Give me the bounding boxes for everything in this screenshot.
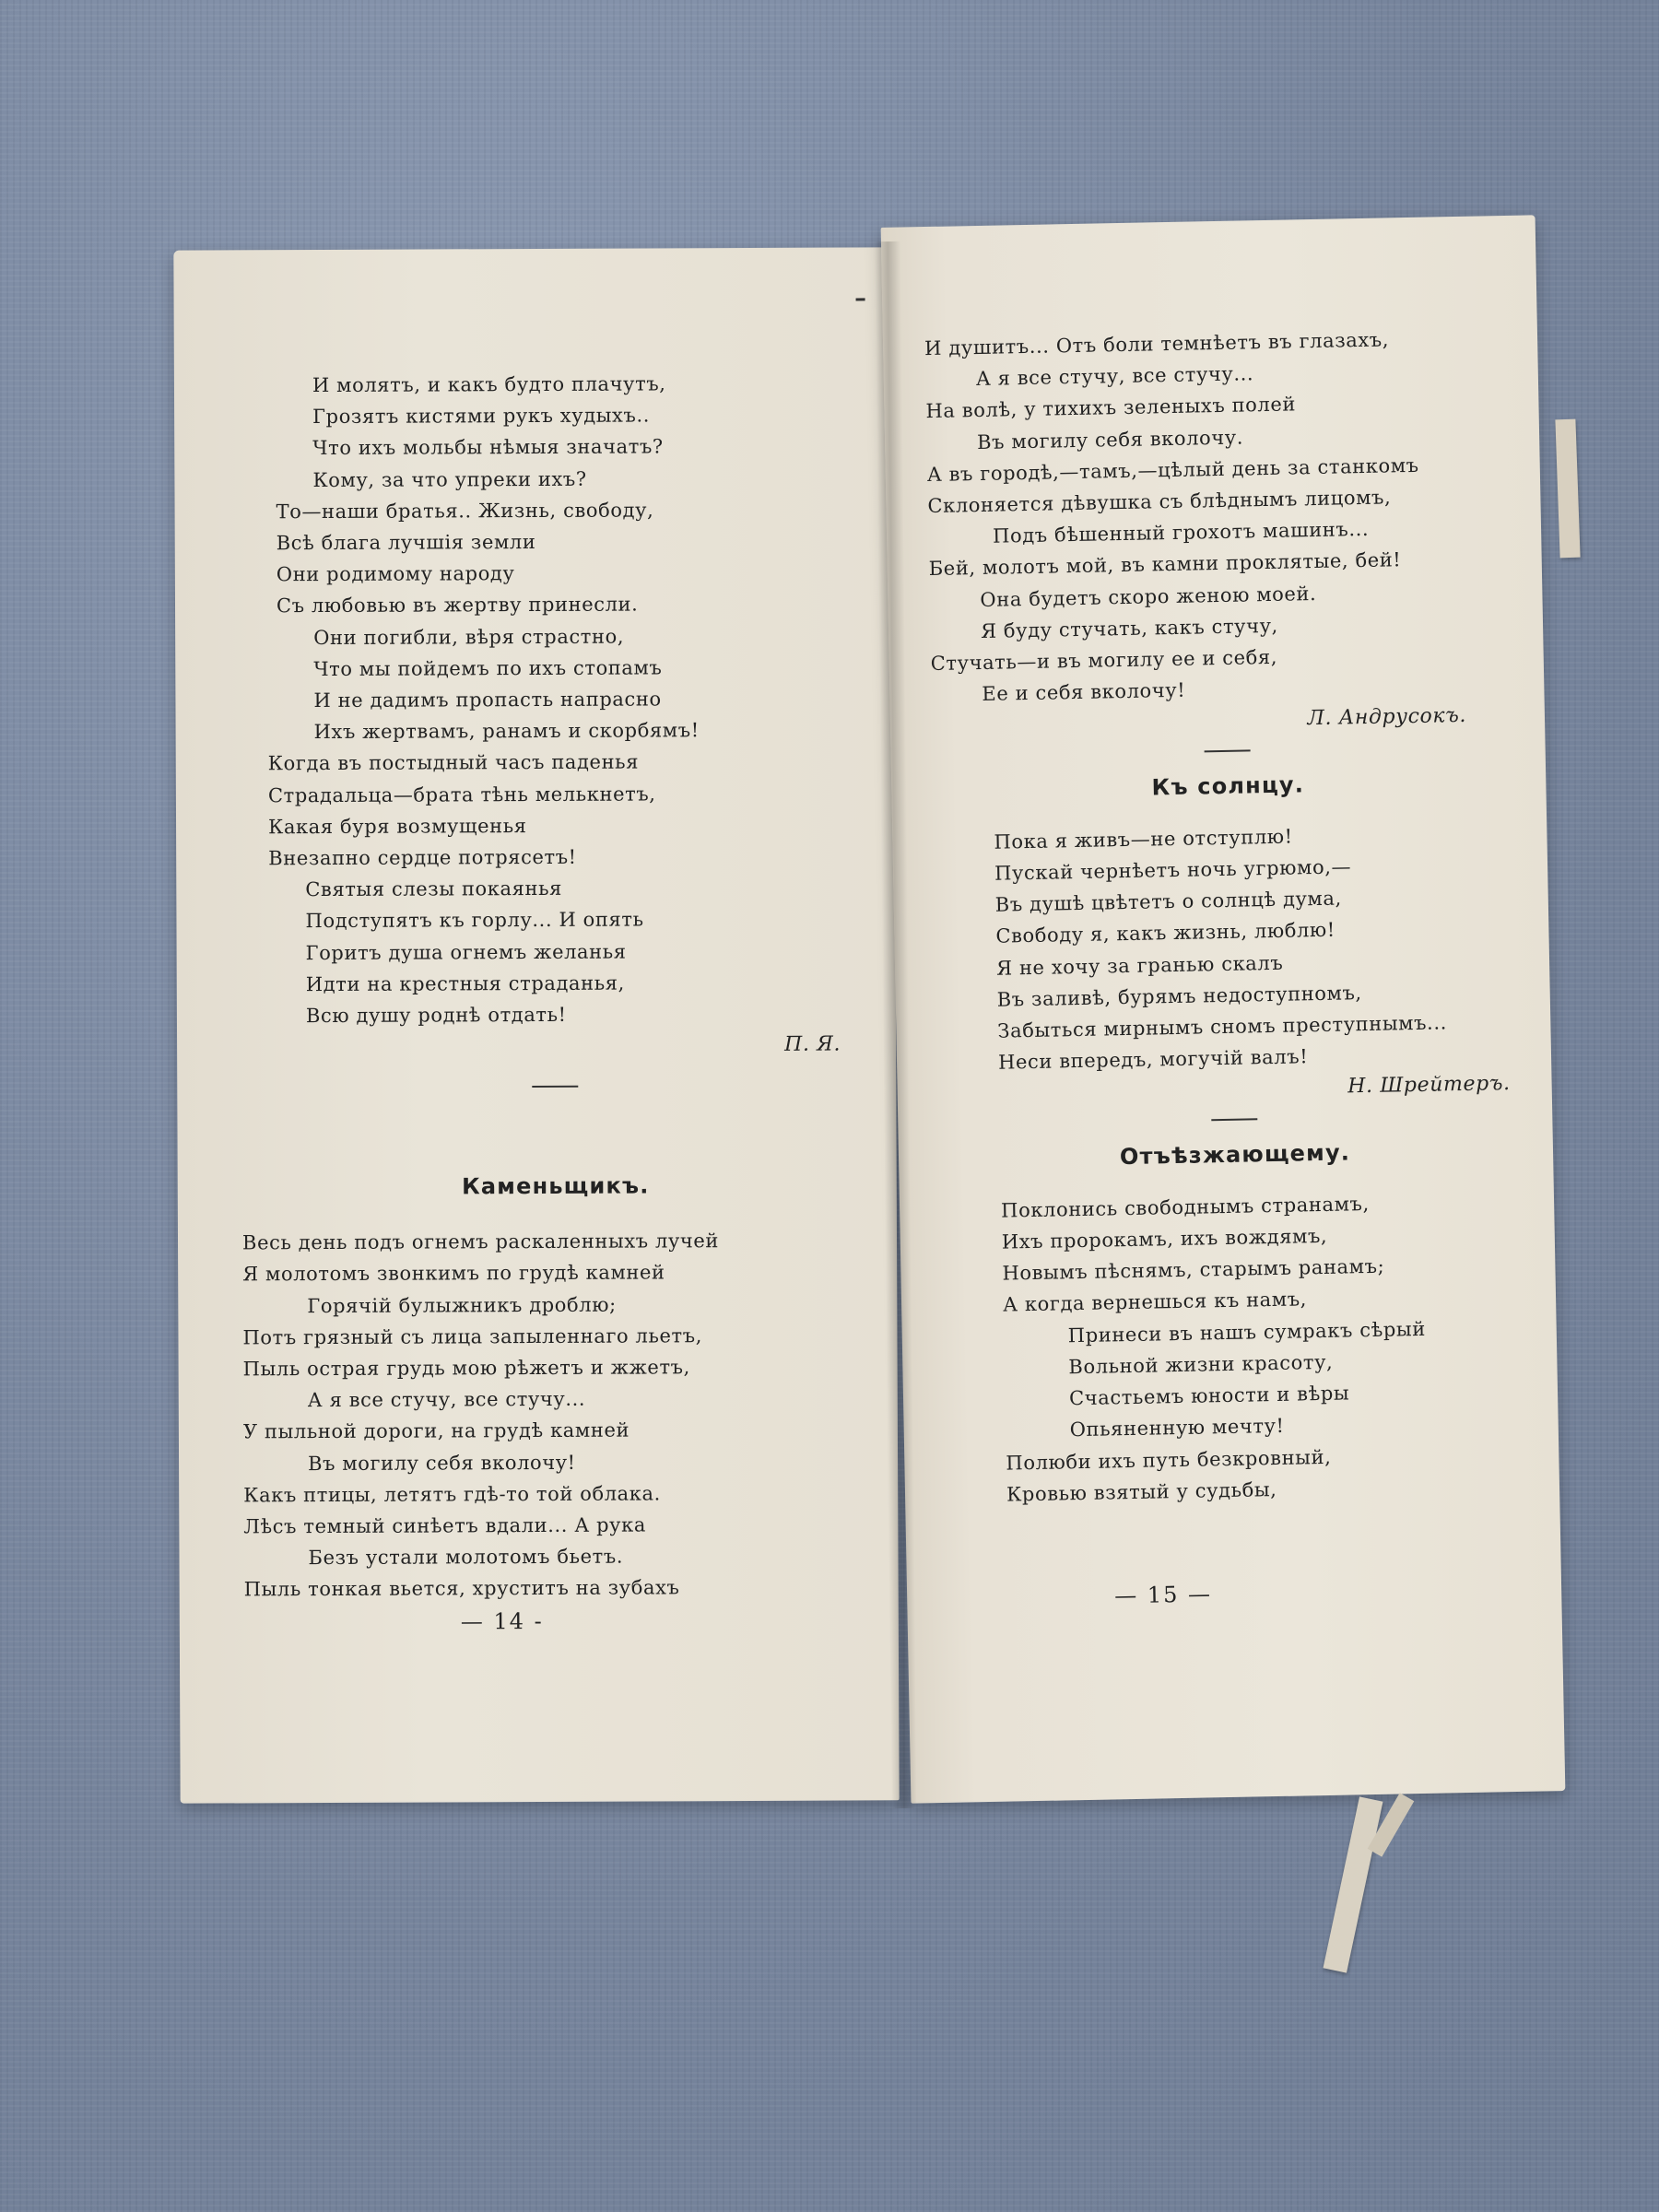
print-mark bbox=[856, 298, 865, 300]
poem-line: Страдальца—брата тѣнь мелькнетъ, bbox=[267, 782, 656, 806]
poem-line: Я молотомъ звонкимъ по грудѣ камней bbox=[242, 1261, 665, 1286]
inserted-paper-flap bbox=[1555, 419, 1580, 559]
signature: Л. Андрусокъ. bbox=[1307, 704, 1467, 731]
poem1-body bbox=[239, 367, 868, 1088]
poem-line: Счастьемъ юности и вѣры bbox=[1068, 1382, 1350, 1410]
poem-line: Ихъ жертвамъ, ранамъ и скорбямъ! bbox=[313, 719, 700, 744]
separator-rule bbox=[1211, 1118, 1257, 1121]
poem-line: Ихъ пророкамъ, ихъ вождямъ, bbox=[1001, 1224, 1328, 1253]
poem-line: Какъ птицы, летятъ гдѣ-то той облака. bbox=[243, 1482, 661, 1507]
poem3-body bbox=[934, 817, 1528, 1080]
signature: П. Я. bbox=[784, 1032, 841, 1057]
separator-rule bbox=[1205, 749, 1251, 752]
poem-line: И не дадимъ пропасть напрасно bbox=[313, 688, 662, 712]
signature: Н. Шрейтеръ. bbox=[1347, 1072, 1511, 1099]
poem2-body bbox=[242, 1169, 871, 1606]
poem-line: И душитъ... Отъ боли темнѣетъ въ глазахъ, bbox=[924, 328, 1390, 360]
poem-line: Что ихъ мольбы нѣмыя значатъ? bbox=[312, 435, 664, 460]
poem-line: Она будетъ скоро женою моей. bbox=[980, 582, 1317, 611]
poem-line: Въ заливѣ, бурямъ недоступномъ, bbox=[996, 981, 1362, 1011]
poem-line: Они погибли, вѣря страстно, bbox=[313, 625, 625, 649]
poem-line: То—наши братья.. Жизнь, свободу, bbox=[276, 499, 654, 524]
poem-title: Каменьщикъ. bbox=[461, 1172, 650, 1200]
poem-line: Съ любовью въ жертву принесли. bbox=[276, 593, 639, 618]
poem-line: Подъ бѣшенный грохотъ машинъ... bbox=[992, 518, 1370, 547]
poem-line: На волѣ, у тихихъ зеленыхъ полей bbox=[925, 393, 1297, 423]
poem-line: Горитъ душа огнемъ желанья bbox=[305, 940, 627, 964]
poem-line: Когда въ постыдный часъ паденья bbox=[267, 750, 640, 775]
poem-line: И молятъ, и какъ будто плачутъ, bbox=[312, 372, 666, 397]
torn-paper-strip bbox=[1324, 1796, 1383, 1972]
poem-line: А я все стучу, все стучу... bbox=[975, 362, 1254, 391]
poem-line: Забыться мирнымъ сномъ преступнымъ... bbox=[997, 1011, 1448, 1042]
poem-line: Безъ устали молотомъ бьетъ. bbox=[308, 1545, 624, 1570]
poem-line: Святыя слезы покаянья bbox=[305, 877, 562, 901]
poem-line: Пока я живъ—не отступлю! bbox=[994, 825, 1293, 853]
poem-line: Пыль острая грудь мою рѣжетъ и жжетъ, bbox=[242, 1356, 690, 1381]
right-page-body bbox=[924, 322, 1536, 1512]
poem-line: Пускай чернѣетъ ночь угрюмо,— bbox=[994, 855, 1352, 885]
poem-line: Пыль тонкая вьется, хруститъ на зубахъ bbox=[243, 1576, 680, 1601]
page-number-left: — 14 - bbox=[460, 1607, 544, 1635]
poem-line: Я не хочу за гранью скалъ bbox=[995, 951, 1284, 980]
poem-line: Поклонись свободнымъ странамъ, bbox=[1000, 1192, 1370, 1222]
poem-line: Подступятъ къ горлу... И опять bbox=[305, 908, 644, 933]
poem-line: Въ душѣ цвѣтетъ о солнцѣ дума, bbox=[994, 887, 1342, 916]
poem-title: Отъѣзжающему. bbox=[1119, 1139, 1351, 1170]
poem-line: Всѣ блага лучшія земли bbox=[276, 531, 536, 555]
poem-line: Въ могилу себя вколочу. bbox=[976, 426, 1244, 453]
poem-line: Бей, молотъ мой, въ камни проклятые, бей! bbox=[928, 548, 1402, 581]
poem-line: Въ могилу себя вколочу! bbox=[308, 1451, 576, 1475]
poem-line: Вольной жизни красоту, bbox=[1068, 1350, 1334, 1379]
poem-line: Кровью взятый у судьбы, bbox=[1006, 1477, 1277, 1506]
poem-line: Кому, за что упреки ихъ? bbox=[312, 467, 587, 491]
poem-line: Новымъ пѣснямъ, старымъ ранамъ; bbox=[1002, 1254, 1385, 1285]
poem-line: Весь день подъ огнемъ раскаленныхъ лучей bbox=[241, 1230, 720, 1254]
poem-line: Ее и себя вколочу! bbox=[982, 678, 1186, 706]
poem-line: А я все стучу, все стучу... bbox=[307, 1387, 586, 1412]
right-page bbox=[881, 215, 1566, 1803]
poem-line: Внезапно сердце потрясетъ! bbox=[268, 845, 577, 870]
poem-line: Грозятъ кистями рукъ худыхъ.. bbox=[312, 404, 651, 429]
poem-line: Лѣсъ темный синѣетъ вдали... А рука bbox=[243, 1513, 647, 1538]
poem-line: У пыльной дороги, на грудѣ камней bbox=[242, 1418, 630, 1443]
poem-line: Что мы пойдемъ по ихъ стопамъ bbox=[313, 656, 663, 680]
poem-line: Горячій булыжникъ дроблю; bbox=[307, 1293, 617, 1317]
poem-line: Опьяненную мечту! bbox=[1069, 1415, 1285, 1441]
poem-line: Принеси въ нашъ сумракъ сѣрый bbox=[1067, 1317, 1427, 1347]
poem-line: Они родимому народу bbox=[276, 562, 515, 586]
poem-line: Какая буря возмущенья bbox=[268, 814, 527, 839]
poem-line: Потъ грязный съ лица запыленнаго льетъ, bbox=[242, 1324, 703, 1349]
poem-line: Полюби ихъ путь безкровный, bbox=[1006, 1445, 1332, 1475]
poem-line: Идти на крестныя страданья, bbox=[305, 971, 625, 995]
poem-title: Къ солнцу. bbox=[1151, 771, 1305, 801]
poem-line: Свободу я, какъ жизнь, люблю! bbox=[995, 919, 1336, 948]
poem-line: Стучать—и въ могилу ее и себя, bbox=[930, 645, 1278, 676]
separator-rule bbox=[532, 1086, 578, 1088]
poem-line: А въ городѣ,—тамъ,—цѣлый день за станкомъ bbox=[926, 453, 1419, 486]
poem-line: Я буду стучать, какъ стучу, bbox=[980, 614, 1279, 642]
poem-line: Склоняется дѣвушка съ блѣднымъ лицомъ, bbox=[927, 486, 1392, 518]
left-page bbox=[173, 247, 899, 1803]
page-number-right: — 15 — bbox=[1113, 1581, 1213, 1609]
poem-line: А когда вернешься къ намъ, bbox=[1002, 1288, 1308, 1317]
poem-line: Всю душу роднѣ отдать! bbox=[305, 1003, 567, 1028]
poem4-body bbox=[941, 1185, 1536, 1512]
poem-line: Неси впередъ, могучій валъ! bbox=[997, 1045, 1309, 1074]
